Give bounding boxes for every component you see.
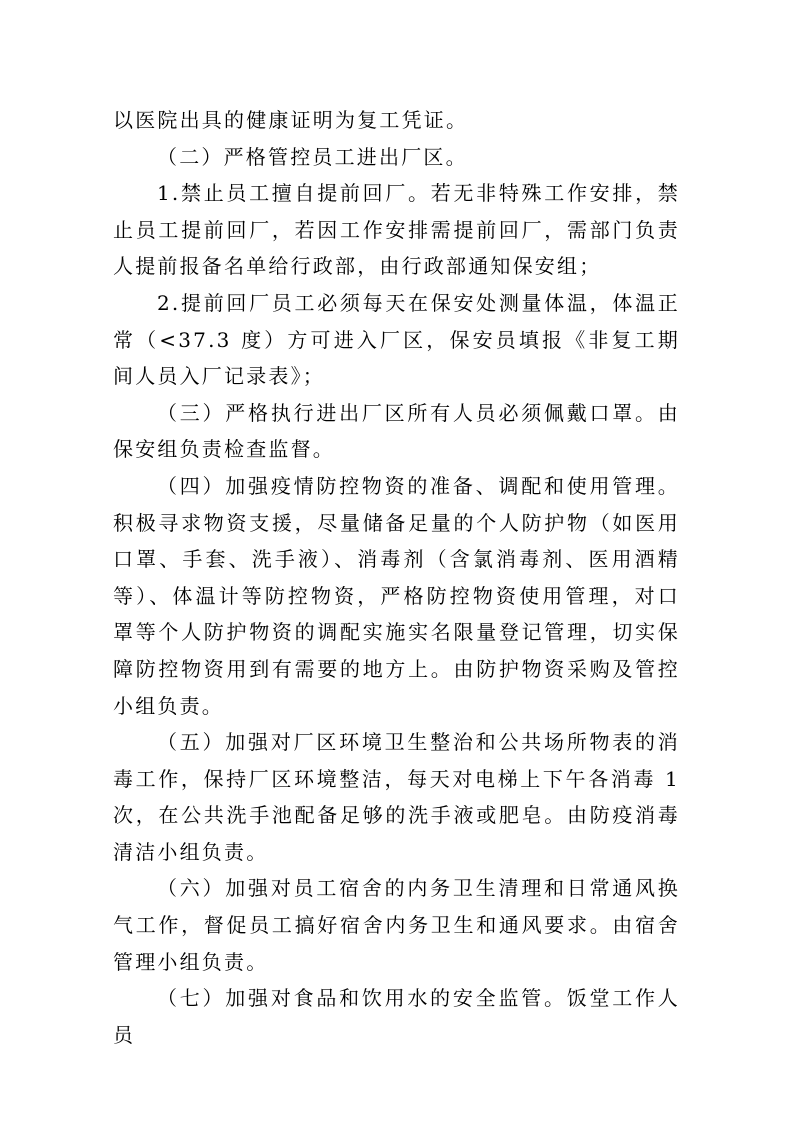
paragraph-section-7: （七）加强对食品和饮用水的安全监管。饭堂工作人员 <box>113 986 680 1047</box>
paragraph-health-certificate: 以医院出具的健康证明为复工凭证。 <box>113 108 469 132</box>
paragraph-section-3: （三）严格执行进出厂区所有人员必须佩戴口罩。由保安组负责检查监督。 <box>113 400 680 462</box>
paragraph-section-6: （六）加强对员工宿舍的内务卫生清理和日常通风换气工作，督促员工搞好宿舍内务卫生和通风要求。由宿舍管理小组负责。 <box>113 876 680 974</box>
paragraph-section-4: （四）加强疫情防控物资的准备、调配和使用管理。积极寻求物资支援，尽量储备足量的个人防护物（如医用口罩、手套、洗手液）、消毒剂（含氯消毒剂、医用酒精等）、体温计等防控物资，严格防控物资使用管理，对口罩等个人防护物资的调配实施实名限量登记管理，切实保障防控物资用到有需要的地方上。由防护物资采购及管控小组负责。 <box>113 473 680 718</box>
document-body <box>113 102 680 1053</box>
heading-section-2: （二）严格管控员工进出厂区。 <box>157 144 468 169</box>
paragraph-section-5: （五）加强对厂区环境卫生整治和公共场所物表的消毒工作，保持厂区环境整洁，每天对电梯上下午各消毒 1 次，在公共洗手池配备足够的洗手液或肥皂。由防疫消毒清洁小组负责。 <box>113 730 680 864</box>
paragraph-item-2: 2.提前回厂员工必须每天在保安处测量体温，体温正常（<37.3 度）方可进入厂区，保安员填报《非复工期间人员入厂记录表》； <box>113 290 680 389</box>
paragraph-item-1: 1.禁止员工擅自提前回厂。若无非特殊工作安排，禁止员工提前回厂，若因工作安排需提前回厂，需部门负责人提前报备名单给行政部，由行政部通知保安组； <box>113 181 680 279</box>
